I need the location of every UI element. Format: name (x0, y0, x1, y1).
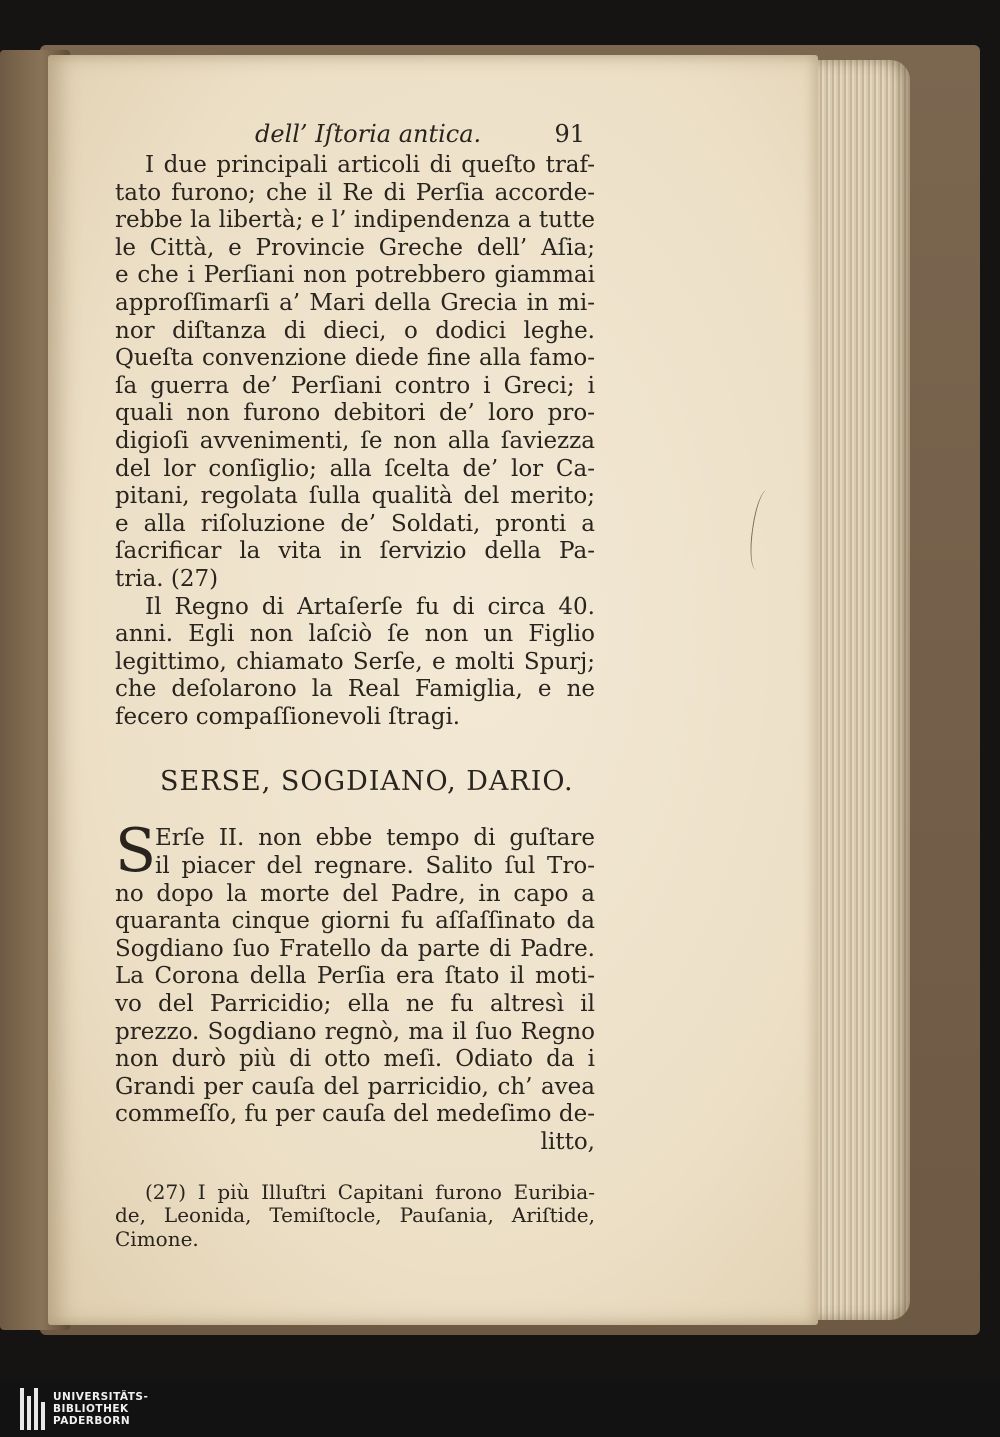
text-line: le Città, e Provincie Greche dell’ Aſia; (115, 234, 595, 261)
catchword: litto, (540, 1129, 595, 1155)
text-line: Sogdiano ſuo Fratello da parte di Padre. (115, 935, 595, 962)
running-header (115, 120, 595, 148)
text-line: quaranta cinque giorni fu aſſaſſinato da (115, 908, 595, 935)
page-text (115, 120, 595, 1251)
footnote (115, 1181, 595, 1252)
text-line: La Corona della Perſia era ſtato il moti- (115, 963, 595, 990)
text-line: Il Regno di Artaſerſe fu di circa 40. (145, 593, 595, 620)
text-line: Grandi per cauſa del parricidio, ch’ avea (115, 1073, 595, 1100)
text-line: ſa guerra de’ Perſiani contro i Greci; i (115, 372, 595, 399)
footnote-line: Cimone. (115, 1226, 199, 1251)
text-line: no dopo la morte del Padre, in capo a (115, 880, 595, 907)
text-line: approſſimarſi a’ Mari della Grecia in mi- (115, 289, 595, 316)
drop-capital: S (115, 816, 157, 887)
text-line: e che i Perſiani non potrebbero giammai (115, 262, 595, 289)
text-line: ſacrificar la vita in ſervizio della Pa- (115, 538, 595, 565)
text-line: prezzo. Sogdiano regnò, ma il ſuo Regno (115, 1018, 595, 1045)
text-line: anni. Egli non laſciò ſe non un Figlio (115, 621, 595, 648)
text-line: pitani, regolata ſulla qualità del merito; (115, 483, 595, 510)
text-line: vo del Parricidio; ella ne fu altresì il (115, 991, 595, 1018)
footnote-line: de, Leonida, Temiſtocle, Pauſania, Ariſtide, (115, 1203, 595, 1228)
text-line: e alla riſoluzione de’ Soldati, pronti a (115, 510, 595, 537)
text-line: I due principali articoli di queſto traf- (145, 152, 595, 178)
text-line: fecero compaſſionevoli ſtragi. (115, 703, 461, 730)
text-line: legittimo, chiamato Serſe, e molti Spurj; (115, 648, 595, 675)
text-line: il piacer del regnare. Salito ſul Tro- (155, 853, 595, 880)
paragraph-1 (115, 152, 595, 594)
library-logo-text: UNIVERSITÄTS- BIBLIOTHEK PADERBORN (53, 1391, 149, 1427)
paragraph-2 (115, 594, 595, 732)
text-line: quali non furono debitori de’ loro pro- (115, 400, 595, 427)
text-line: nor diſtanza di dieci, o dodici leghe. (115, 317, 595, 344)
text-line: del lor conſiglio; alla ſcelta de’ lor Ca- (115, 455, 595, 482)
text-line: che deſolarono la Real Famiglia, e ne (115, 676, 595, 703)
running-title: dell’ Iſtoria antica. (255, 120, 482, 148)
text-line: tato furono; che il Re di Perſia accorde- (115, 179, 595, 206)
library-logo (20, 1388, 148, 1430)
text-line: Erſe II. non ebbe tempo di guſtare (155, 825, 595, 852)
page-number: 91 (554, 120, 585, 148)
text-line: rebbe la libertà; e l’ indipendenza a tutte (115, 207, 595, 234)
text-line: commeſſo, fu per cauſa del medeſimo de- (115, 1101, 595, 1128)
footnote-line: (27) I più Illuſtri Capitani furono Euribia- (145, 1179, 595, 1204)
library-logo-icon (20, 1388, 45, 1430)
text-line: non durò più di otto meſi. Odiato da i (115, 1046, 595, 1073)
paragraph-3 (115, 816, 595, 1156)
text-line: Queſta convenzione diede fine alla famo- (115, 345, 595, 372)
section-heading: SERSE, SOGDIANO, DARIO. (160, 766, 574, 798)
text-line: tria. (27) (115, 565, 219, 592)
text-line: digioſi avvenimenti, ſe non alla ſaviezza (115, 427, 595, 454)
